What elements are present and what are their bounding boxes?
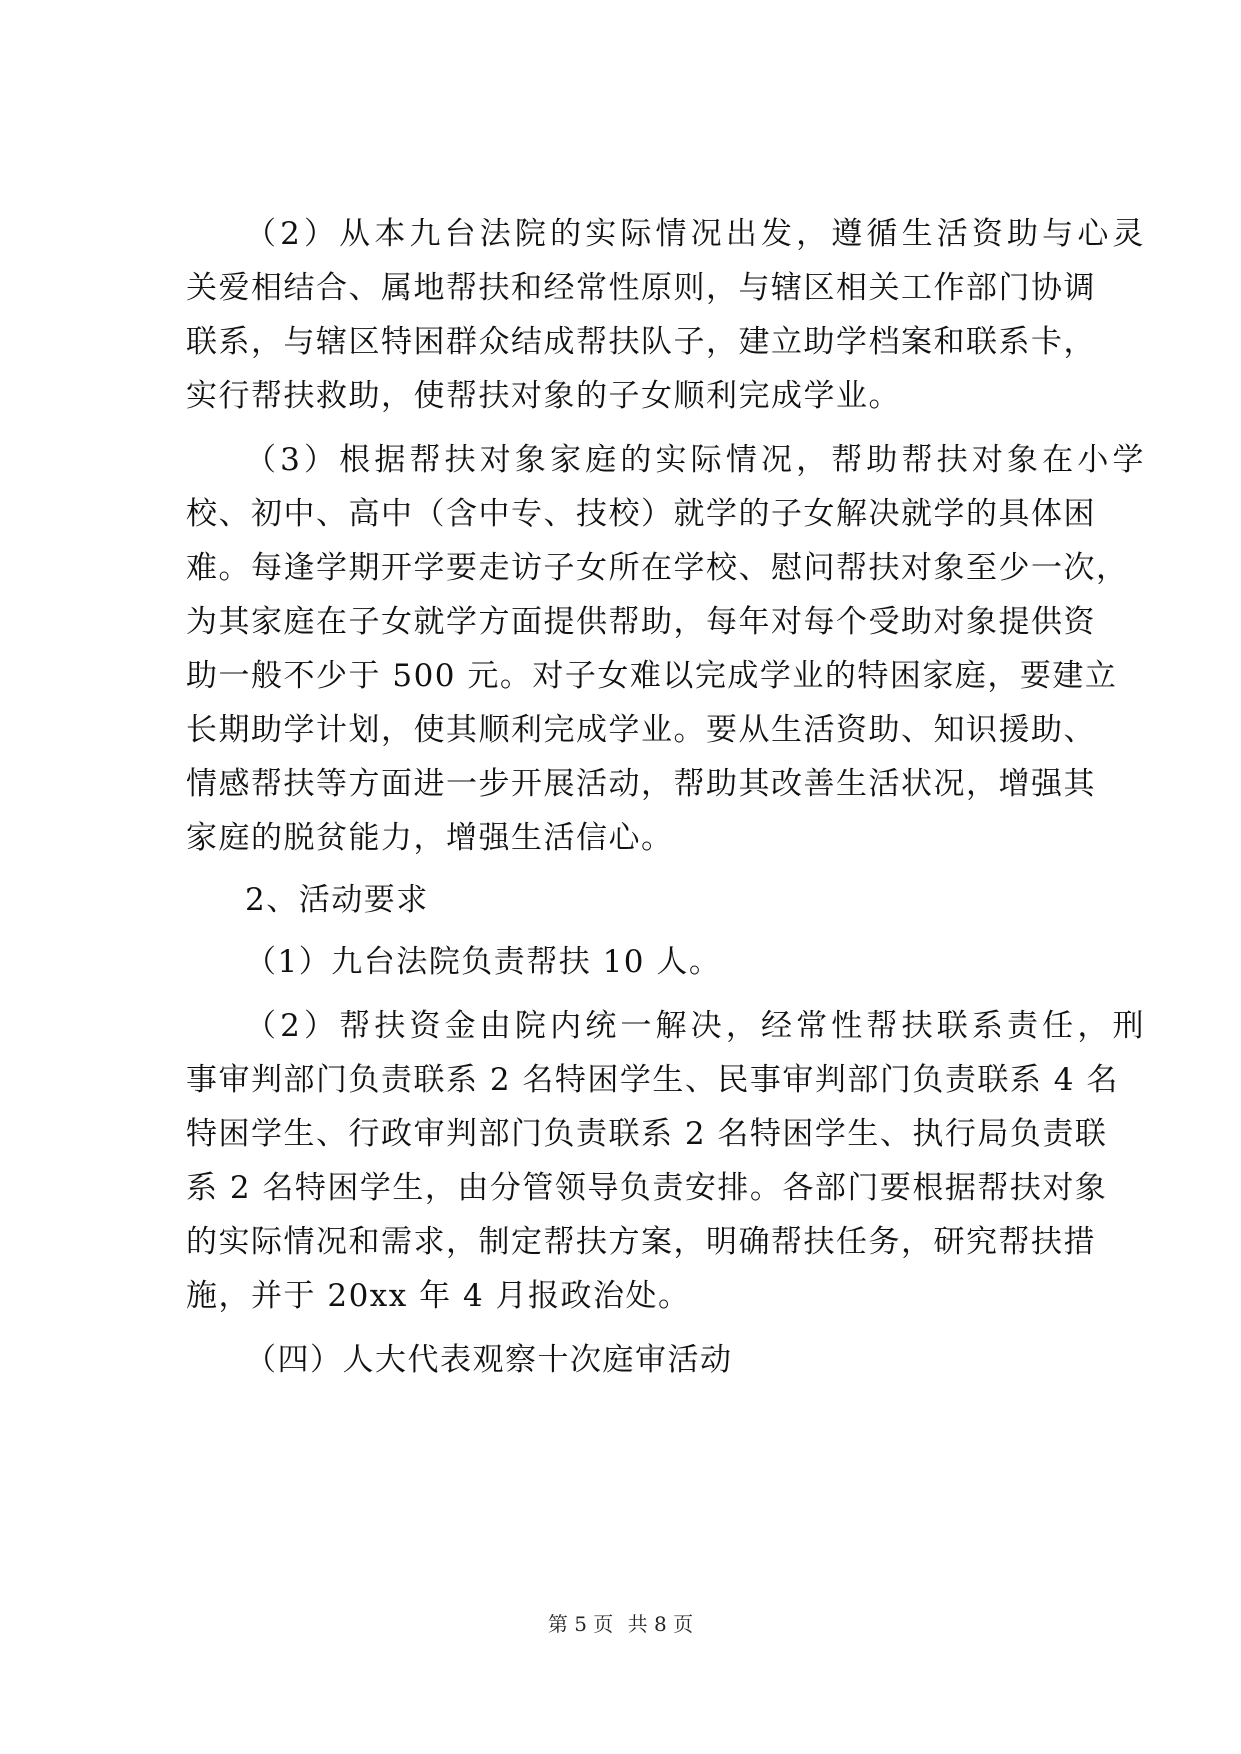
paragraph-2-line-4: 实行帮扶救助，使帮扶对象的子女顺利完成学业。	[186, 378, 901, 414]
page-number: 第 5 页	[547, 1612, 614, 1636]
page-footer	[0, 1611, 1241, 1637]
paragraph-2-line-3: 联系，与辖区特困群众结成帮扶队子，建立助学档案和联系卡，	[186, 324, 1096, 360]
paragraph-3-line-4: 为其家庭在子女就学方面提供帮助，每年对每个受助对象提供资	[186, 604, 1096, 640]
paragraph-3-line-6: 长期助学计划，使其顺利完成学业。要从生活资助、知识援助、	[186, 712, 1096, 748]
requirement-2-line-5: 的实际情况和需求，制定帮扶方案，明确帮扶任务，研究帮扶措	[186, 1224, 1096, 1260]
paragraph-2-line-2: 关爱相结合、属地帮扶和经常性原则，与辖区相关工作部门协调	[186, 270, 1096, 306]
paragraph-3-line-8: 家庭的脱贫能力，增强生活信心。	[186, 820, 674, 856]
requirement-2-line-2: 事审判部门负责联系 2 名特困学生、民事审判部门负责联系 4 名	[186, 1062, 1119, 1098]
requirement-2-line-6: 施，并于 20xx 年 4 月报政治处。	[186, 1278, 691, 1314]
section-4-heading: （四）人大代表观察十次庭审活动	[245, 1342, 733, 1378]
paragraph-3-line-1: （3）根据帮扶对象家庭的实际情况，帮助帮扶对象在小学	[245, 442, 1145, 478]
requirement-1: （1）九台法院负责帮扶 10 人。	[245, 944, 722, 980]
paragraph-3-line-3: 难。每逢学期开学要走访子女所在学校、慰问帮扶对象至少一次，	[186, 550, 1129, 586]
paragraph-3-line-7: 情感帮扶等方面进一步开展活动，帮助其改善生活状况，增强其	[186, 766, 1096, 802]
total-pages: 共 8 页	[627, 1612, 694, 1636]
paragraph-2-line-1: （2）从本九台法院的实际情况出发，遵循生活资助与心灵	[245, 216, 1145, 252]
activity-requirements-heading: 2、活动要求	[245, 882, 429, 918]
requirement-2-line-1: （2）帮扶资金由院内统一解决，经常性帮扶联系责任，刑	[245, 1008, 1145, 1044]
requirement-2-line-4: 系 2 名特困学生，由分管领导负责安排。各部门要根据帮扶对象	[186, 1170, 1108, 1206]
paragraph-3-line-2: 校、初中、高中（含中专、技校）就学的子女解决就学的具体困	[186, 496, 1096, 532]
requirement-2-line-3: 特困学生、行政审判部门负责联系 2 名特困学生、执行局负责联	[186, 1116, 1108, 1152]
paragraph-3-line-5: 助一般不少于 500 元。对子女难以完成学业的特困家庭，要建立	[186, 658, 1118, 694]
